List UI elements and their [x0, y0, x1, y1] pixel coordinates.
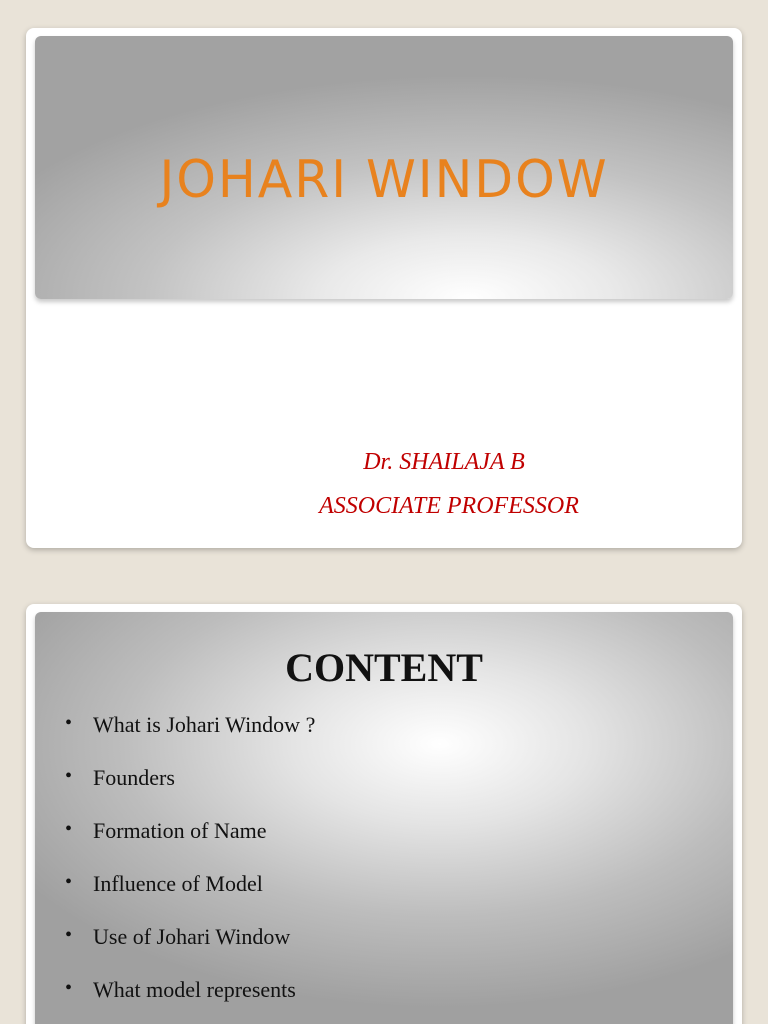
author-name: Dr. SHAILAJA B: [363, 449, 525, 475]
list-item: [65, 765, 315, 818]
content-list: [65, 712, 315, 1024]
bullet-icon: •: [65, 712, 73, 734]
list-item-text: What is Johari Window ?: [93, 712, 316, 737]
content-panel: [35, 612, 733, 1024]
list-item: [65, 712, 315, 765]
list-item: [65, 977, 315, 1024]
slide-title: JOHARI WINDOW: [159, 150, 609, 210]
bullet-icon: •: [65, 871, 73, 893]
list-item: [65, 924, 315, 977]
list-item-text: Formation of Name: [93, 818, 267, 843]
title-slide: [26, 28, 742, 548]
author-role: ASSOCIATE PROFESSOR: [319, 493, 579, 519]
content-slide: [26, 604, 742, 1024]
list-item-text: What model represents: [93, 977, 296, 1002]
content-heading: CONTENT: [285, 645, 483, 690]
list-item: [65, 818, 315, 871]
list-item-text: Use of Johari Window: [93, 924, 291, 949]
list-item: [65, 871, 315, 924]
title-panel: [35, 36, 733, 299]
list-item-text: Influence of Model: [93, 871, 263, 896]
bullet-icon: •: [65, 977, 73, 999]
bullet-icon: •: [65, 818, 73, 840]
list-item-text: Founders: [93, 765, 175, 790]
bullet-icon: •: [65, 924, 73, 946]
author-block: [274, 440, 614, 528]
bullet-icon: •: [65, 765, 73, 787]
